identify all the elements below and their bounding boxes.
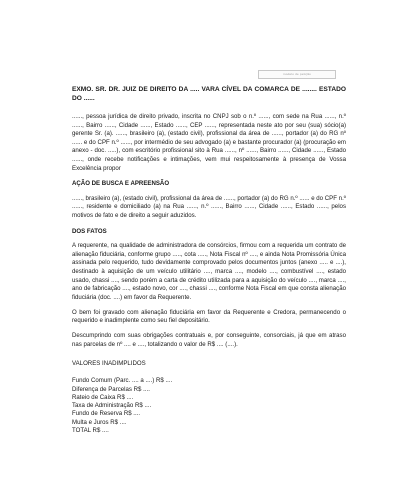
facts-paragraph-2: O bem foi gravado com alienação fiduciária em favor da Requerente e Credora, permanecendo o requerido e inadimplente como seu fiel depositário. (72, 308, 346, 325)
values-item: Rateio de Caixa R$ .... (72, 393, 134, 401)
values-item: Diferença de Parcelas R$ .... (72, 385, 150, 393)
document-body (72, 85, 346, 435)
values-list (72, 377, 346, 435)
values-heading: VALORES INADIMPLIDOS (72, 359, 146, 367)
defendant-paragraph: ......, brasileiro (a), (estado civil), profissional da área de ......, portador (a) do RG n.º ...... e do CPF n.º ......, residente e domiciliado (a) na Rua ......, n.º ......, Bairro ......, Cidade ......, Estado ......, pelos motivos de fato e de direito a seguir aduzidos. (72, 194, 346, 219)
document-title: EXMO. SR. DR. JUIZ DE DIREITO DA ..... VARA CÍVEL DA COMARCA DE ........ ESTADO DO ...... (72, 86, 346, 102)
values-item: Fundo de Reserva R$ .... (72, 410, 141, 418)
values-item: Taxa de Administração R$ .... (72, 402, 152, 410)
facts-paragraph-1: A requerente, na qualidade de administradora de consórcios, firmou com a requerida um contrato de alienação fiduciária, conforme grupo ....., cota ....., Nota Fiscal nº ...., e ainda Nota Promissória Única assinada pelo requerido, tudo devidamente comprovado pelos documentos juntos (anexo ..... e ....), destinado à aquisição de um veículo utilitário ...., marca ...., modelo ...., combustível ...., estado usado, chassi ...., sendo porém a carta de crédito utilizada para a aquisição do veículo ...., marca ...., ano de fabricação ...., estado novo, cor ...., chassi ...., conforme Nota Fiscal em que consta alienação fiduciária (doc. ....) em favor da Requerente. (72, 242, 346, 301)
values-total: TOTAL R$ .... (72, 427, 109, 435)
values-item: Multa e Juros R$ .... (72, 418, 127, 426)
values-item: Fundo Comum (Parc. .... a ....) R$ .... (72, 377, 173, 385)
facts-heading: DOS FATOS (72, 227, 107, 235)
qualification-paragraph: ......, pessoa jurídica de direito privado, inscrita no CNPJ sob o n.º ......, com sede na Rua ......, n.º ......, Bairro ......, Cidade ......, Estado ......, CEP ......, representada neste ato por seu (sua) sócio(a) gerente Sr. (a). ......, brasileiro (a), (estado civil), profissional da área de ......, portador (a) do RG nº ...... e do CPF n.º ......, por intermédio de seu advogado (a) e bastante procurador (a) (procuração em anexo - doc. .....), com escritório profissional sito à Rua ......, nº ......, Bairro ......, Cidade ......, Estado ......, onde recebe notificações e intimações, vem mui respeitosamente à presença de Vossa Excelência propor (72, 113, 346, 172)
facts-paragraph-3: Descumprindo com suas obrigações contratuais e, por conseguinte, consorciais, já que em atraso nas parcelas de nº .... e ...., totalizando o valor de R$ .... (....). (72, 332, 346, 349)
action-heading: AÇÃO DE BUSCA E APREENSÃO (72, 180, 170, 188)
header-stamp: modelo de petição (258, 70, 336, 79)
